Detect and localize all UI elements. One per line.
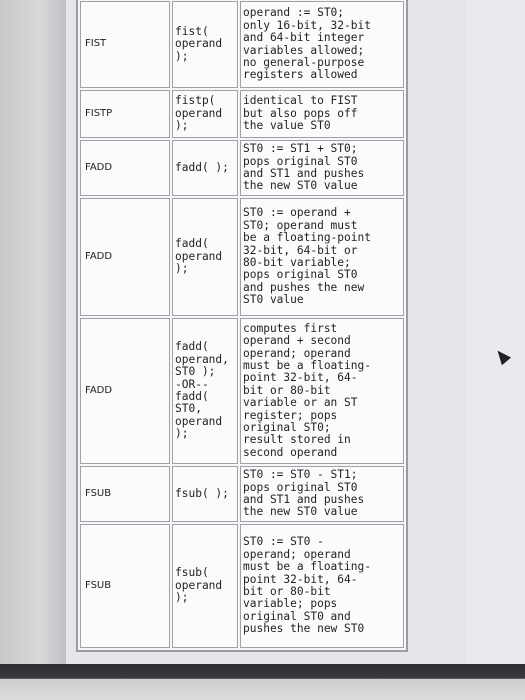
syntax-line: ); <box>175 119 189 133</box>
description-line: point 32-bit, 64- <box>243 371 358 385</box>
description-line: bit or 80-bit <box>243 383 331 397</box>
syntax-cell <box>172 524 238 648</box>
syntax-line: operand <box>175 249 223 263</box>
syntax-line: fadd( ); <box>175 160 229 174</box>
syntax-line: fsub( <box>175 566 209 580</box>
description-line: variables allowed; <box>243 43 365 57</box>
mnemonic-cell: FISTP <box>80 90 170 138</box>
syntax-line: -OR-- <box>175 377 209 391</box>
monitor-screen <box>66 0 525 664</box>
syntax-line: fist( <box>175 24 209 38</box>
description-line: original ST0 and <box>243 609 351 623</box>
syntax-line: fsub( ); <box>175 486 229 500</box>
description-line: the value ST0 <box>243 119 331 133</box>
description-line: the new ST0 value <box>243 505 358 519</box>
description-line: no general-purpose <box>243 55 365 69</box>
description-cell <box>240 90 404 138</box>
mnemonic-cell: FSUB <box>80 466 170 522</box>
description-cell <box>240 524 404 648</box>
syntax-line: operand <box>175 37 223 51</box>
syntax-line: ); <box>175 427 189 441</box>
monitor-bezel-bottom <box>0 664 525 700</box>
description-line: computes first <box>243 321 338 335</box>
description-line: ST0 := ST0 - ST1; <box>243 468 358 482</box>
description-line: register; pops <box>243 408 338 422</box>
description-line: 32-bit, 64-bit or <box>243 243 358 257</box>
description-line: and ST1 and pushes <box>243 167 365 180</box>
syntax-cell <box>172 198 238 316</box>
table-row <box>80 198 404 316</box>
syntax-line: fistp( <box>175 94 216 108</box>
description-line: variable; pops <box>243 597 338 611</box>
table-row <box>80 524 404 648</box>
description-line: second operand <box>243 445 338 459</box>
description-line: result stored in <box>243 433 351 447</box>
syntax-cell <box>172 466 238 522</box>
syntax-cell <box>172 1 238 88</box>
mnemonic-cell: FADD <box>80 318 170 464</box>
description-line: operand + second <box>243 334 351 348</box>
description-line: be a floating-point <box>243 231 371 245</box>
syntax-line: operand <box>175 414 223 428</box>
syntax-cell <box>172 318 238 464</box>
syntax-line: fadd( <box>175 237 209 251</box>
table-row <box>80 1 404 88</box>
table-row <box>80 466 404 522</box>
description-line: must be a floating- <box>243 560 371 574</box>
monitor-bezel-left <box>0 0 66 700</box>
mnemonic-cell: FIST <box>80 1 170 88</box>
syntax-line: ST0, <box>175 402 202 416</box>
description-line: and ST1 and pushes <box>243 493 365 506</box>
table-row <box>80 140 404 196</box>
table-row <box>80 90 404 138</box>
description-line: pops original ST0 <box>243 480 358 494</box>
page-margin <box>466 0 525 664</box>
description-line: operand := ST0; <box>243 6 345 20</box>
description-line: and pushes the new <box>243 280 365 294</box>
description-line: original ST0; <box>243 421 331 435</box>
mnemonic-cell: FADD <box>80 198 170 316</box>
syntax-line: operand, <box>175 352 229 366</box>
description-line: variable or an ST <box>243 396 358 410</box>
description-cell <box>240 318 404 464</box>
syntax-line: ); <box>175 49 189 63</box>
description-line: pops original ST0 <box>243 268 358 282</box>
description-cell <box>240 1 404 88</box>
description-line: operand; operand <box>243 547 351 561</box>
description-cell <box>240 466 404 522</box>
syntax-line: fadd( <box>175 390 209 403</box>
mnemonic-cell: FADD <box>80 140 170 196</box>
instruction-table <box>76 0 408 652</box>
syntax-line: ST0 ); <box>175 365 216 379</box>
instruction-table-body <box>80 1 404 648</box>
description-line: ST0 := operand + <box>243 206 351 220</box>
description-line: pushes the new ST0 <box>243 622 365 636</box>
mnemonic-cell: FSUB <box>80 524 170 648</box>
description-line: ST0; operand must <box>243 218 358 232</box>
description-line: only 16-bit, 32-bit <box>243 18 371 32</box>
description-line: bit or 80-bit <box>243 585 331 598</box>
description-line: ST0 := ST0 - <box>243 535 324 549</box>
description-line: point 32-bit, 64- <box>243 572 358 586</box>
syntax-cell <box>172 140 238 196</box>
description-line: identical to FIST <box>243 94 358 108</box>
table-row <box>80 318 404 464</box>
description-line: must be a floating- <box>243 358 371 372</box>
description-line: but also pops off <box>243 106 358 120</box>
syntax-cell <box>172 90 238 138</box>
description-line: ST0 value <box>243 293 304 307</box>
syntax-line: fadd( <box>175 340 209 354</box>
syntax-line: operand <box>175 578 223 592</box>
description-line: the new ST0 value <box>243 179 358 193</box>
syntax-line: ); <box>175 262 189 276</box>
description-line: operand; operand <box>243 346 351 360</box>
syntax-line: operand <box>175 106 223 120</box>
syntax-line: ); <box>175 591 189 605</box>
description-line: pops original ST0 <box>243 154 358 168</box>
description-line: 80-bit variable; <box>243 256 351 269</box>
description-line: registers allowed <box>243 68 358 82</box>
description-line: and 64-bit integer <box>243 31 365 45</box>
description-line: ST0 := ST1 + ST0; <box>243 142 358 156</box>
description-cell <box>240 198 404 316</box>
description-cell <box>240 140 404 196</box>
